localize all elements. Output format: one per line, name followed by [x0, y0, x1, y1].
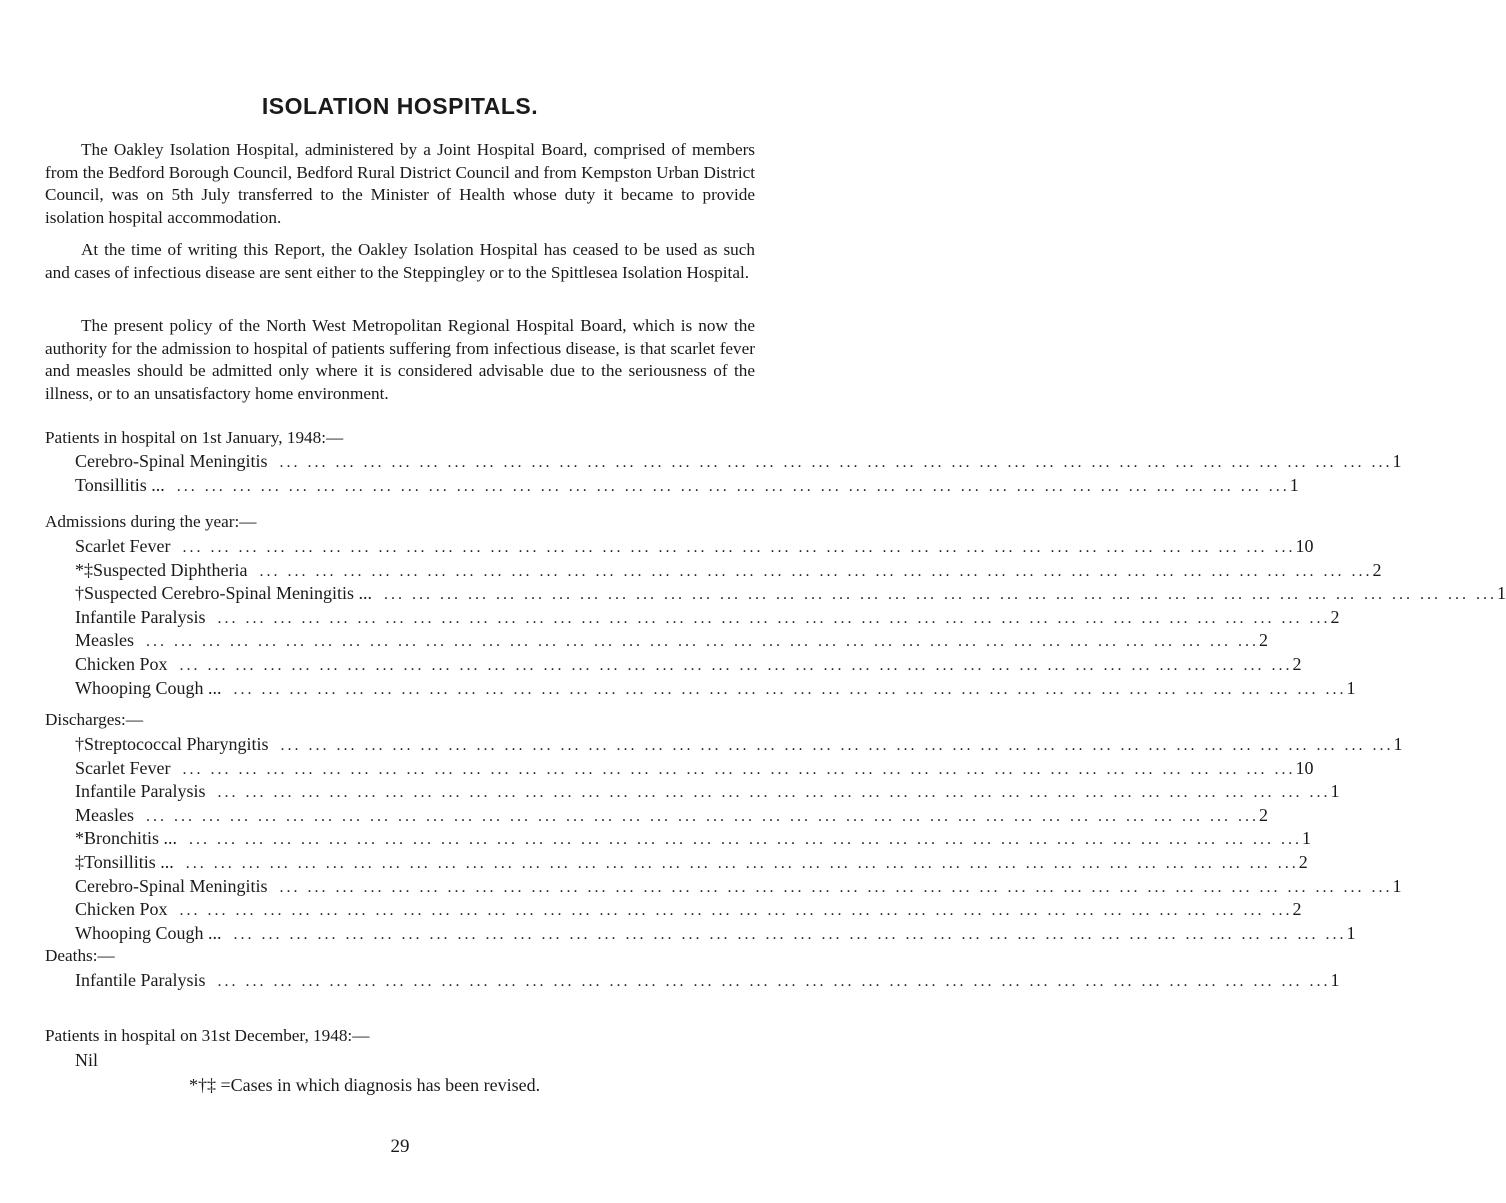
row-label: Measles — [75, 630, 134, 651]
row-label: Tonsillitis ... — [75, 474, 165, 495]
leader-dots: ... ... ... ... ... ... ... ... ... ... ... ... ... ... ... ... ... ... ... ... ... ... ... ... ... ... ... ... ... ... ... ... ... ... ... ... ... ... ... ... — [185, 854, 1299, 872]
leader-dots: ... ... ... ... ... ... ... ... ... ... ... ... ... ... ... ... ... ... ... ... ... ... ... ... ... ... ... ... ... ... ... ... ... ... ... ... ... ... ... ... — [233, 680, 1347, 698]
page-number: 29 — [390, 1136, 410, 1157]
list-patients-jan — [75, 451, 1402, 498]
row-value: 2 — [1298, 851, 1308, 872]
leader-dots: ... ... ... ... ... ... ... ... ... ... ... ... ... ... ... ... ... ... ... ... ... ... ... ... ... ... ... ... ... ... ... ... ... ... ... ... ... ... ... ... — [176, 477, 1290, 495]
row-value: 10 — [1295, 757, 1314, 778]
list-item — [75, 653, 1302, 678]
list-item — [75, 828, 1311, 852]
leader-dots: ... ... ... ... ... ... ... ... ... ... ... ... ... ... ... ... ... ... ... ... ... ... ... ... ... ... ... ... ... ... ... ... ... ... ... ... ... ... ... ... — [259, 562, 1373, 580]
row-label: *‡Suspected Diphtheria — [75, 559, 248, 580]
row-label: †Streptococcal Pharyngitis — [75, 734, 269, 754]
row-label: Chicken Pox — [75, 653, 168, 674]
leader-dots: ... ... ... ... ... ... ... ... ... ... ... ... ... ... ... ... ... ... ... ... ... ... ... ... ... ... ... ... ... ... ... ... ... ... ... ... ... ... ... ... — [233, 925, 1347, 943]
section-heading-admissions: Admissions during the year:— — [45, 512, 257, 531]
row-label: Scarlet Fever — [75, 536, 171, 556]
section-heading-patients-jan: Patients in hospital on 1st January, 1948:— — [45, 428, 344, 447]
list-item — [75, 757, 1314, 782]
leader-dots: ... ... ... ... ... ... ... ... ... ... ... ... ... ... ... ... ... ... ... ... ... ... ... ... ... ... ... ... ... ... ... ... ... ... ... ... ... ... ... ... — [182, 760, 1296, 778]
row-value: 1 — [1496, 583, 1506, 604]
list-item — [75, 922, 1356, 947]
leader-dots: ... ... ... ... ... ... ... ... ... ... ... ... ... ... ... ... ... ... ... ... ... ... ... ... ... ... ... ... ... ... ... ... ... ... ... ... ... ... ... ... — [145, 633, 1259, 651]
list-admissions — [75, 536, 1506, 701]
leader-dots: ... ... ... ... ... ... ... ... ... ... ... ... ... ... ... ... ... ... ... ... ... ... ... ... ... ... ... ... ... ... ... ... ... ... ... ... ... ... ... ... — [217, 973, 1331, 990]
list-item — [75, 474, 1299, 499]
leader-dots: ... ... ... ... ... ... ... ... ... ... ... ... ... ... ... ... ... ... ... ... ... ... ... ... ... ... ... ... ... ... ... ... ... ... ... ... ... ... ... ... — [383, 586, 1497, 604]
list-item — [75, 677, 1356, 702]
row-value: 1 — [1330, 970, 1340, 990]
leader-dots: ... ... ... ... ... ... ... ... ... ... ... ... ... ... ... ... ... ... ... ... ... ... ... ... ... ... ... ... ... ... ... ... ... ... ... ... ... ... ... ... — [280, 737, 1394, 754]
row-label: Infantile Paralysis — [75, 970, 206, 990]
leader-dots: ... ... ... ... ... ... ... ... ... ... ... ... ... ... ... ... ... ... ... ... ... ... ... ... ... ... ... ... ... ... ... ... ... ... ... ... ... ... ... ... — [179, 902, 1293, 920]
row-value: 2 — [1330, 606, 1340, 627]
row-label: †Suspected Cerebro-Spinal Meningitis ... — [75, 583, 372, 604]
row-value: 2 — [1258, 804, 1268, 825]
list-deaths — [75, 970, 1340, 994]
paragraph-policy: The present policy of the North West Metropolitan Regional Hospital Board, which is now the authority for the admission to hospital of patients suffering from infectious disease, is that scarlet fever and measles should be admitted only where it is considered advisable due to the seriousness of the illness, or to an unsatisfactory home environment. — [45, 316, 755, 403]
list-item — [75, 630, 1268, 654]
patients-dec-value: Nil — [75, 1050, 99, 1070]
list-item — [75, 451, 1402, 475]
row-label: Whooping Cough ... — [75, 677, 222, 698]
row-value: 1 — [1346, 677, 1356, 698]
footnote: *†‡ =Cases in which diagnosis has been revised. — [189, 1075, 541, 1095]
row-value: 1 — [1392, 875, 1402, 896]
leader-dots: ... ... ... ... ... ... ... ... ... ... ... ... ... ... ... ... ... ... ... ... ... ... ... ... ... ... ... ... ... ... ... ... ... ... ... ... ... ... ... ... — [179, 656, 1293, 674]
row-label: Infantile Paralysis — [75, 606, 206, 627]
row-value: 1 — [1392, 451, 1402, 471]
list-item — [75, 583, 1506, 607]
list-item — [75, 804, 1268, 829]
section-heading-patients-dec: Patients in hospital on 31st December, 1948:— — [45, 1026, 370, 1045]
row-value: 2 — [1258, 630, 1268, 651]
leader-dots: ... ... ... ... ... ... ... ... ... ... ... ... ... ... ... ... ... ... ... ... ... ... ... ... ... ... ... ... ... ... ... ... ... ... ... ... ... ... ... ... — [279, 454, 1393, 471]
leader-dots: ... ... ... ... ... ... ... ... ... ... ... ... ... ... ... ... ... ... ... ... ... ... ... ... ... ... ... ... ... ... ... ... ... ... ... ... ... ... ... ... — [182, 539, 1296, 556]
row-label: Cerebro-Spinal Meningitis — [75, 875, 268, 896]
list-item — [75, 781, 1340, 805]
list-item — [75, 875, 1402, 900]
leader-dots: ... ... ... ... ... ... ... ... ... ... ... ... ... ... ... ... ... ... ... ... ... ... ... ... ... ... ... ... ... ... ... ... ... ... ... ... ... ... ... ... — [217, 784, 1331, 802]
row-value: 2 — [1372, 559, 1382, 580]
row-value: 1 — [1330, 781, 1340, 802]
row-label: Infantile Paralysis — [75, 781, 206, 802]
section-heading-deaths: Deaths:— — [45, 946, 115, 965]
row-label: Measles — [75, 804, 134, 825]
row-label: Cerebro-Spinal Meningitis — [75, 451, 268, 471]
leader-dots: ... ... ... ... ... ... ... ... ... ... ... ... ... ... ... ... ... ... ... ... ... ... ... ... ... ... ... ... ... ... ... ... ... ... ... ... ... ... ... ... — [279, 878, 1393, 896]
row-value: 1 — [1289, 474, 1299, 495]
row-value: 1 — [1346, 922, 1356, 943]
paragraph-oakley: The Oakley Isolation Hospital, administered by a Joint Hospital Board, comprised of members from the Bedford Borough Council, Bedford Rural District Council and from Kempston Urban District Council, was on 5th July transferred to the Minister of Health whose duty it became to provide isolation hospital accommodation. — [45, 140, 755, 227]
row-label: Chicken Pox — [75, 899, 168, 920]
row-value: 1 — [1393, 734, 1403, 754]
row-label: Whooping Cough ... — [75, 922, 222, 943]
row-label: *Bronchitis ... — [75, 828, 177, 849]
leader-dots: ... ... ... ... ... ... ... ... ... ... ... ... ... ... ... ... ... ... ... ... ... ... ... ... ... ... ... ... ... ... ... ... ... ... ... ... ... ... ... ... — [217, 609, 1331, 627]
row-value: 1 — [1302, 828, 1311, 849]
row-value: 2 — [1292, 653, 1302, 674]
list-item — [75, 899, 1302, 923]
page-title: ISOLATION HOSPITALS. — [261, 93, 539, 119]
row-value: 10 — [1295, 536, 1314, 556]
row-label: Scarlet Fever — [75, 757, 171, 778]
list-discharges — [75, 734, 1403, 946]
list-item — [75, 970, 1340, 994]
leader-dots: ... ... ... ... ... ... ... ... ... ... ... ... ... ... ... ... ... ... ... ... ... ... ... ... ... ... ... ... ... ... ... ... ... ... ... ... ... ... ... ... — [189, 831, 1302, 849]
list-item — [75, 734, 1403, 758]
list-item — [75, 536, 1314, 560]
list-item — [75, 606, 1340, 631]
leader-dots: ... ... ... ... ... ... ... ... ... ... ... ... ... ... ... ... ... ... ... ... ... ... ... ... ... ... ... ... ... ... ... ... ... ... ... ... ... ... ... ... — [145, 807, 1259, 825]
list-item — [75, 851, 1308, 876]
row-label: ‡Tonsillitis ... — [75, 851, 174, 872]
section-heading-discharges: Discharges:— — [45, 710, 144, 729]
list-item — [75, 559, 1382, 584]
paragraph-current-status: At the time of writing this Report, the Oakley Isolation Hospital has ceased to be used as such and cases of infectious disease are sent either to the Steppingley or to the Spittlesea Isolation Hospital. — [45, 240, 755, 282]
row-value: 2 — [1292, 899, 1302, 920]
